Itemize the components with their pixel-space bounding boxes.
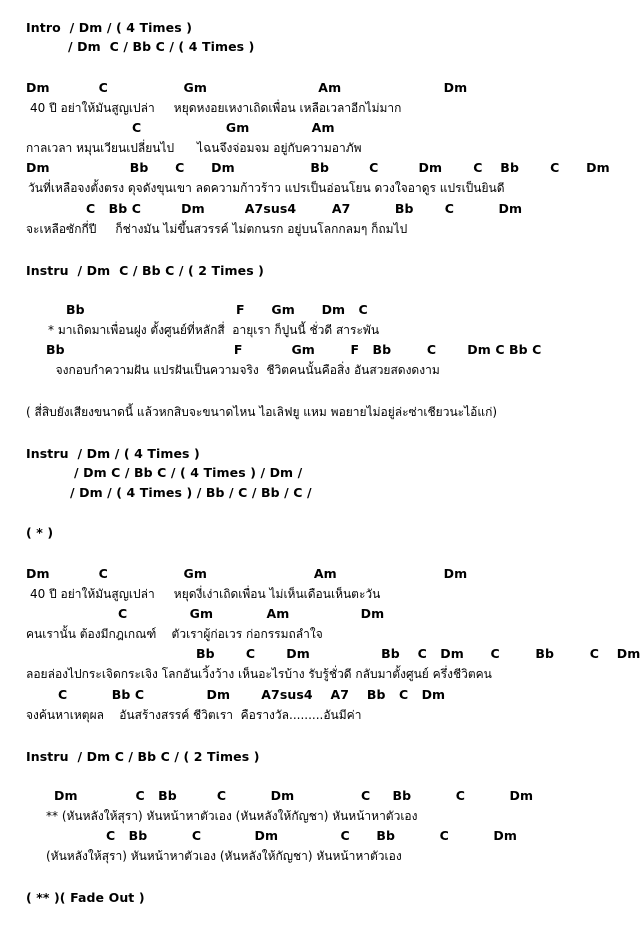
- lyric-line: ** (หันหลังให้สุรา) หันหน้าหาตัวเอง (หันหลังให้กัญชา) หันหน้าหาตัวเอง: [46, 809, 418, 823]
- chord-line: ( ** )( Fade Out ): [26, 890, 145, 905]
- chord-line: Bb C Dm Bb C Dm C Bb C Dm: [196, 646, 640, 661]
- chord-line: Bb F Gm Dm C: [66, 302, 368, 317]
- chord-line: / Dm / ( 4 Times ) / Bb / C / Bb / C /: [70, 485, 312, 500]
- lyric-line: จงกอบกำความฝัน แปรฝันเป็นความจริง ชีวิตคนนั้นคือสิ่ง อันสวยสดงดงาม: [48, 363, 440, 377]
- lyric-line: ลอยล่องไปกระเจิดกระเจิง โลกอันเวิ้งว้าง เห็นอะไรบ้าง รับรู้ชั่วดี กลับมาตั้งศูนย์ ครึ่งชีวิตคน: [26, 667, 492, 681]
- lyric-line: 40 ปี อย่าให้มันสูญเปล่า หยุดหงอยเหงาเถิดเพื่อน เหลือเวลาอีกไม่มาก: [30, 101, 402, 115]
- chord-line: Dm Bb C Dm Bb C Dm C Bb C Dm: [26, 160, 610, 175]
- chord-line: / Dm C / Bb C / ( 4 Times ): [68, 39, 255, 54]
- chord-line: C Bb C Dm A7sus4 A7 Bb C Dm: [58, 687, 446, 702]
- chord-line: Instru / Dm C / Bb C / ( 2 Times ): [26, 749, 260, 764]
- chord-line: Dm C Gm Am Dm: [26, 566, 468, 581]
- chord-line: Bb F Gm F Bb C Dm C Bb C: [46, 342, 542, 357]
- lyric-line: จะเหลือซักกี่ปี ก็ช่างมัน ไม่ขึ้นสวรรค์ ไม่ตกนรก อยู่บนโลกกลมๆ ก็ถมไป: [26, 222, 408, 236]
- lyric-line: จงค้นหาเหตุผล อันสร้างสรรค์ ชีวิตเรา คือรางวัล.........อันมีค่า: [26, 708, 362, 722]
- lyric-line: * มาเถิดมาเพื่อนฝูง ตั้งศูนย์ที่หลักสี่ อายุเรา ก็ปูนนี้ ชั่วดี สาระพัน: [48, 323, 380, 337]
- lyric-line: ( สี่สิบยังเสียงขนาดนี้ แล้วหกสิบจะขนาดไหน ไอเลิฟยู แหม พอยายไม่อยู่ล่ะซ่าเชียวนะไอ้แก่): [26, 405, 498, 419]
- chord-line: Instru / Dm / ( 4 Times ): [26, 446, 200, 461]
- chord-line: / Dm C / Bb C / ( 4 Times ) / Dm /: [74, 465, 303, 480]
- chord-line: ( * ): [26, 525, 54, 540]
- lyric-line: 40 ปี อย่าให้มันสูญเปล่า หยุดงี่เง่าเถิดเพื่อน ไม่เห็นเดือนเห็นตะวัน: [30, 587, 381, 601]
- chord-line: Instru / Dm C / Bb C / ( 2 Times ): [26, 263, 264, 278]
- chord-line: C Gm Am Dm: [118, 606, 385, 621]
- lyric-line: (หันหลังให้สุรา) หันหน้าหาตัวเอง (หันหลังให้กัญชา) หันหน้าหาตัวเอง: [46, 849, 402, 863]
- chord-line: C Bb C Dm C Bb C Dm: [106, 828, 518, 843]
- chord-line: C Bb C Dm A7sus4 A7 Bb C Dm: [86, 201, 523, 216]
- chord-line: Dm C Bb C Dm C Bb C Dm: [54, 788, 534, 803]
- lyric-line: คนเรานั้น ต้องมีกฎเกณฑ์ ตัวเราผู้ก่อเวร ก่อกรรมถลำใจ: [26, 627, 323, 641]
- chord-line: Intro / Dm / ( 4 Times ): [26, 20, 193, 35]
- chord-line: C Gm Am: [132, 120, 335, 135]
- chord-line: Dm C Gm Am Dm: [26, 80, 468, 95]
- lyric-line: วันที่เหลือจงตั้งตรง ดุจดังขุนเขา ลดความก้าวร้าว แปรเป็นอ่อนโยน ดวงใจอาดูร แปรเป็นยินดี: [28, 181, 505, 195]
- lyric-line: กาลเวลา หมุนเวียนเปลี่ยนไป ไฉนจึงจ่อมจม อยู่กับความอาภัพ: [26, 141, 362, 155]
